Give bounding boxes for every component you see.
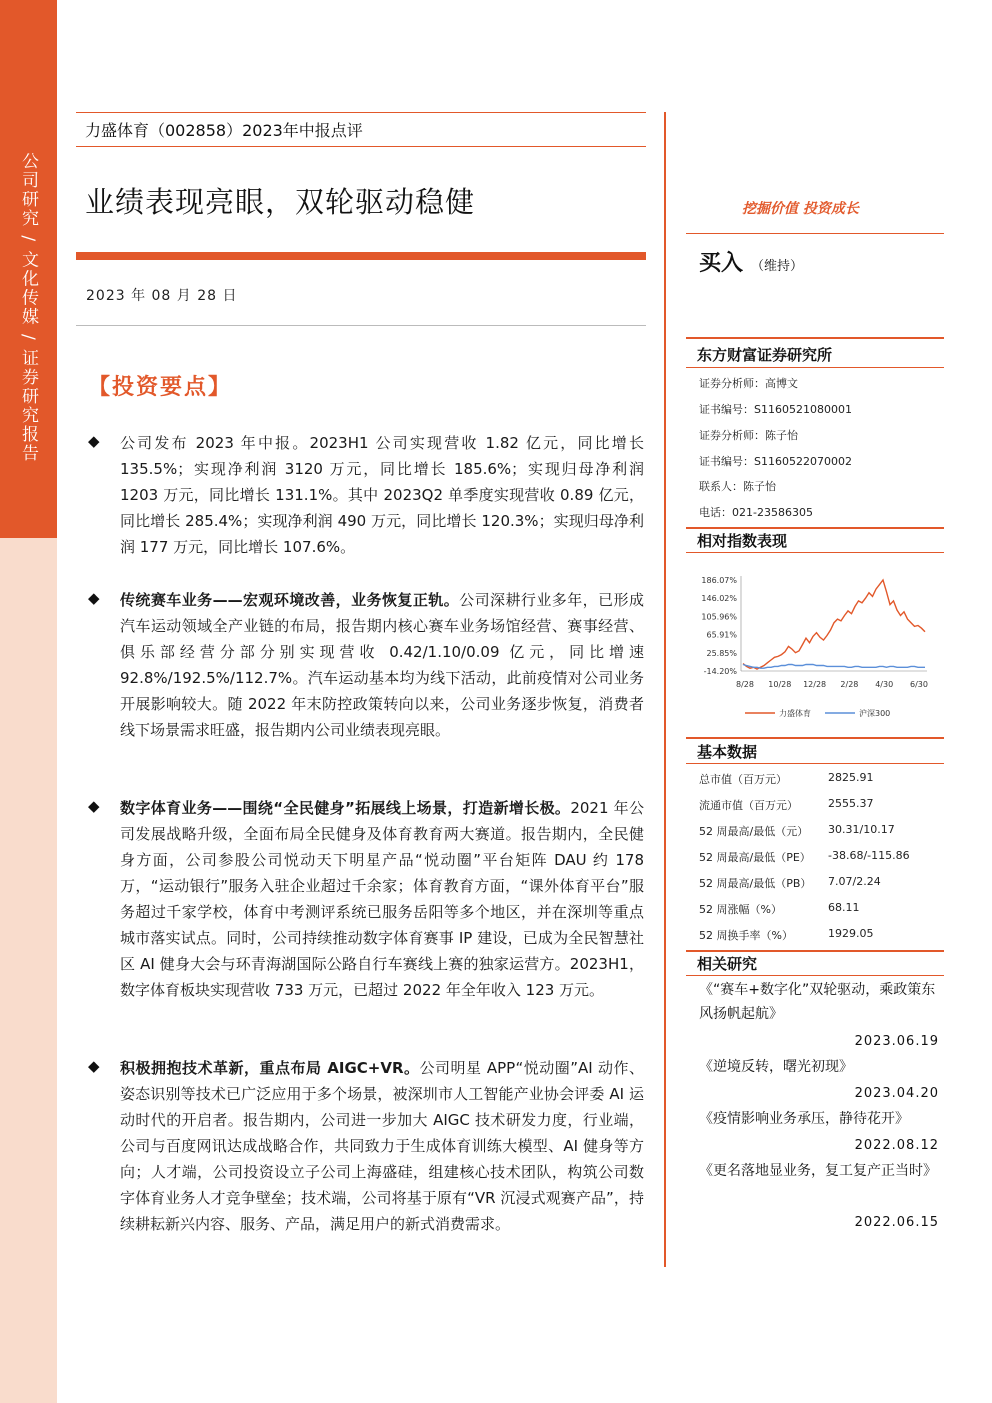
investment-heading: 【投资要点】 [88, 375, 233, 400]
slogan-rule [686, 233, 944, 234]
sidebar-vertical-label: 公司研究 / 文化传媒 / 证券研究报告 [18, 152, 38, 464]
institute-underline [686, 367, 944, 368]
legend-label: 力盛体育 [779, 709, 811, 718]
analyst-line: 电话：021-23586305 [699, 506, 813, 519]
related-report-date: 2022.06.15 [854, 1215, 939, 1230]
x-tick-label: 4/30 [875, 680, 894, 689]
related-heading: 相关研究 [697, 955, 758, 973]
date-rule [76, 325, 646, 326]
related-report-link[interactable]: 《疫情影响业务承压，静待花开》 [699, 1111, 909, 1127]
rating: 买入 （维持） [699, 251, 804, 276]
y-tick-label: 186.07% [701, 576, 737, 585]
related-report-date: 2022.08.12 [854, 1138, 939, 1153]
relative-heading: 相对指数表现 [697, 532, 788, 550]
rating-note: （维持） [751, 259, 804, 274]
relative-performance-chart [699, 566, 944, 726]
institute-name: 东方财富证券研究所 [697, 346, 833, 364]
x-tick-label: 2/28 [840, 680, 859, 689]
analyst-line: 证书编号：S1160521080001 [699, 403, 852, 416]
series-line-0 [743, 580, 925, 669]
report-subtitle: 力盛体育（002858）2023年中报点评 [85, 121, 363, 140]
diamond-bullet-icon: ◆ [88, 1057, 100, 1075]
series-line-1 [743, 665, 925, 669]
investment-bullet [88, 587, 644, 743]
report-date: 2023 年 08 月 28 日 [86, 288, 238, 304]
diamond-bullet-icon: ◆ [88, 797, 100, 815]
investment-bullet [88, 795, 644, 1003]
related-report-link[interactable]: 《“赛车+数字化”双轮驱动，乘政策东风扬帆起航》 [699, 982, 936, 1022]
basic-underline [686, 763, 944, 764]
related-underline [686, 975, 944, 976]
basic-heading: 基本数据 [697, 743, 758, 761]
header-top-rule [76, 112, 646, 113]
header-sub-rule [76, 146, 646, 147]
y-tick-label: 65.91% [706, 630, 737, 640]
bullet-text: 积极拥抱技术革新，重点布局 AIGC+VR。公司明星 APP“悦动圈”AI 动作、姿态识别等技术已广泛应用于多个场景，被深圳市人工智能产业协会评委 AI 运动时代的开启者。报告期内，公司进一步加大 AIGC 技术研发力度，行业端，公司与百度网讯达成战略合作，共同致力于生成体育训练大模型、AI 健身等方向；人才端，公司投资设立子公司上海盛硅，组建核心技术团队，构筑公司数字体育业务人才竞争壁垒；技术端，公司将基于原有“VR 沉浸式观赛产品”，持续耕耘新兴内容、服务、产品，满足用户的新式消费需求。 [120, 1059, 644, 1233]
column-separator [664, 112, 666, 1267]
x-tick-label: 12/28 [803, 680, 827, 689]
bullet-text: 公司发布 2023 年中报。2023H1 公司实现营收 1.82 亿元，同比增长 135.5%；实现净利润 3120 万元，同比增长 185.6%；实现归母净利润 1203 万元，同比增长 131.1%。其中 2023Q2 单季度实现营收 0.89 亿元，同比增长 285.4%；实现净利润 490 万元，同比增长 120.3%；实现归母净利润 177 万元，同比增长 107.6%。 [120, 434, 644, 556]
bullet-text: 数字体育业务——围绕“全民健身”拓展线上场景，打造新增长极。2021 年公司发展战略升级，全面布局全民健身及体育教育两大赛道。报告期内，全民健身方面，公司参股公司悦动天下明星产品“悦动圈”平台矩阵 DAU 约 178 万，“运动银行”服务入驻企业超过千余家；体育教育方面，“课外体育平台”服务超过千家学校，体育中考测评系统已服务岳阳等多个地区，并在深圳等重点城市落实试点。同时，公司持续推动数字体育赛事 IP 建设，已成为全民智慧社区 AI 健身大会与环青海湖国际公路自行车赛线上赛的独家运营方。2023H1，数字体育板块实现营收 733 万元，已超过 2022 年全年收入 123 万元。 [120, 799, 644, 999]
relative-underline [686, 552, 944, 553]
analyst-line: 联系人：陈子怡 [699, 480, 776, 493]
investment-bullet [88, 1055, 644, 1237]
y-tick-label: 105.96% [701, 612, 737, 622]
analyst-line: 证券分析师：高博文 [699, 377, 798, 390]
headline-rule [76, 252, 646, 260]
diamond-bullet-icon: ◆ [88, 432, 100, 450]
x-tick-label: 10/28 [768, 680, 792, 689]
analyst-line: 证书编号：S1160522070002 [699, 455, 852, 468]
diamond-bullet-icon: ◆ [88, 589, 100, 607]
report-headline: 业绩表现亮眼，双轮驱动稳健 [85, 185, 476, 219]
related-report-date: 2023.04.20 [854, 1086, 939, 1101]
institute-rule [686, 337, 944, 339]
legend-label: 沪深300 [859, 709, 891, 718]
analyst-line: 证券分析师：陈子怡 [699, 429, 798, 442]
relative-rule [686, 527, 944, 529]
x-tick-label: 8/28 [736, 680, 754, 689]
related-report-link[interactable]: 《更名落地显业务，复工复产正当时》 [699, 1163, 937, 1179]
basic-rule [686, 737, 944, 739]
related-report-date: 2023.06.19 [854, 1034, 939, 1049]
sidebar-band-light [0, 538, 57, 1403]
y-tick-label: 146.02% [701, 594, 737, 604]
related-report-link[interactable]: 《逆境反转，曙光初现》 [699, 1059, 853, 1075]
investment-bullet [88, 430, 644, 560]
bullet-text: 传统赛车业务——宏观环境改善，业务恢复正轨。公司深耕行业多年，已形成汽车运动领域全产业链的布局，报告期内核心赛车业务场馆经营、赛事经营、俱乐部经营分部分别实现营收 0.42/1.10/0.09 亿元，同比增速 92.8%/192.5%/112.7%。汽车运动基本均为线下活动，此前疫情对公司业务开展影响较大。随 2022 年末防控政策转向以来，公司业务逐步恢复，消费者线下场景需求旺盛，报告期内公司业绩表现亮眼。 [120, 591, 644, 739]
y-tick-label: 25.85% [706, 648, 737, 658]
related-rule [686, 950, 944, 952]
x-tick-label: 6/30 [910, 680, 928, 689]
y-tick-label: -14.20% [703, 667, 737, 676]
slogan: 挖掘价值 投资成长 [742, 201, 859, 217]
